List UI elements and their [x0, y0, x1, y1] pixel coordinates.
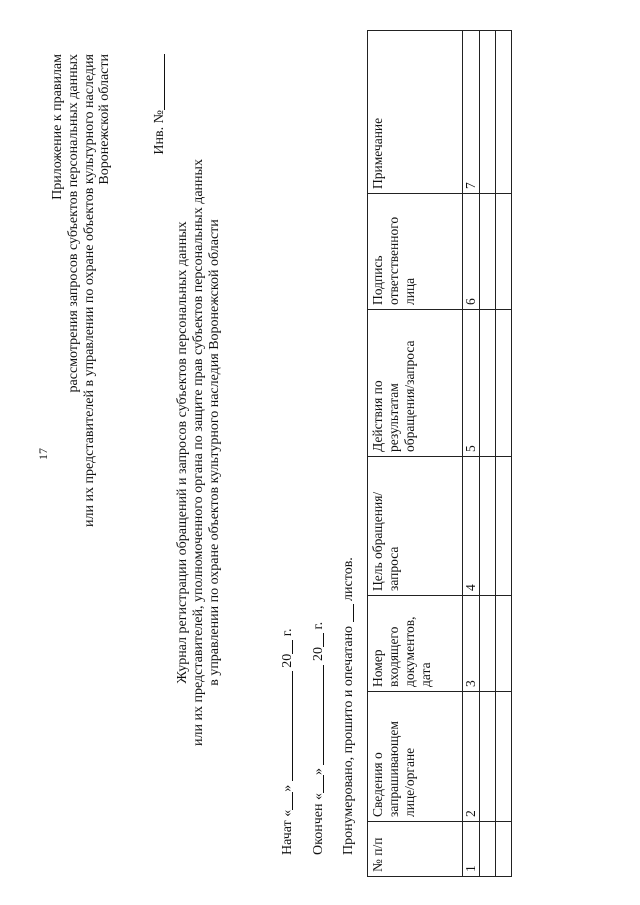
column-number: 5: [463, 310, 480, 457]
column-number: 7: [463, 31, 480, 194]
inventory-label: Инв. №: [152, 110, 167, 155]
month-blank: [311, 665, 324, 765]
header-cell: Сведения о запрашивающем лице/органе: [368, 692, 463, 822]
table-cell: [480, 692, 496, 822]
header-cell: Подпись ответственного лица: [368, 194, 463, 310]
inventory-number: [152, 54, 168, 155]
column-number: 6: [463, 194, 480, 310]
appendix-line: рассмотрения запросов субъектов персональных данных: [65, 54, 81, 393]
month-blank: [280, 671, 293, 781]
header-cell: Примечание: [368, 31, 463, 194]
numbered-line: Пронумеровано, прошито и опечатано листов.: [341, 557, 356, 855]
column-number: 4: [463, 457, 480, 596]
finished-date: Окончен «» 20 г.: [311, 621, 326, 855]
table-cell: [496, 457, 512, 596]
header-cell: Цель обращения/запроса: [368, 457, 463, 596]
day-blank: [311, 775, 324, 793]
registration-table: [367, 30, 512, 877]
year-blank: [311, 633, 324, 647]
appendix-header: [50, 54, 113, 527]
table-cell: [480, 310, 496, 457]
journal-title-line: или их представителей, уполномоченного органа по защите прав субъектов персональных данных: [190, 159, 206, 746]
table-cell: [480, 194, 496, 310]
year-blank: [280, 640, 293, 654]
appendix-line: или их представителей в управлении по охране объектов культурного наследия: [81, 54, 97, 527]
column-number: 2: [463, 692, 480, 822]
table-cell: [496, 822, 512, 877]
header-cell: № п/п: [368, 822, 463, 877]
journal-title: [175, 0, 222, 905]
column-number: 3: [463, 596, 480, 692]
table-cell: [496, 310, 512, 457]
table-cell: [480, 596, 496, 692]
table-header-row: [368, 31, 463, 877]
table-cell: [496, 692, 512, 822]
table-row: [496, 31, 512, 877]
journal-title-line: в управлении по охране объектов культурного наследия Воронежской области: [206, 219, 222, 686]
table-row: [463, 31, 480, 877]
inventory-blank: [152, 54, 165, 110]
appendix-line: Приложение к правилам: [50, 54, 65, 200]
table-cell: [496, 31, 512, 194]
pages-blank: [341, 604, 354, 622]
table-cell: [480, 31, 496, 194]
table-cell: [480, 457, 496, 596]
table-row: [480, 31, 496, 877]
header-cell: Действия по результатам обращения/запроса: [368, 310, 463, 457]
column-number: 1: [463, 822, 480, 877]
table-cell: [480, 822, 496, 877]
table-cell: [496, 194, 512, 310]
header-cell: Номер входящего документов, дата: [368, 596, 463, 692]
appendix-line: Воронежской области: [97, 54, 113, 185]
table-cell: [496, 596, 512, 692]
started-date: Начат «» 20 г.: [280, 628, 295, 855]
journal-title-line: Журнал регистрации обращений и запросов субъектов персональных данных: [175, 221, 190, 684]
day-blank: [280, 792, 293, 810]
page-number: 17: [36, 448, 50, 460]
